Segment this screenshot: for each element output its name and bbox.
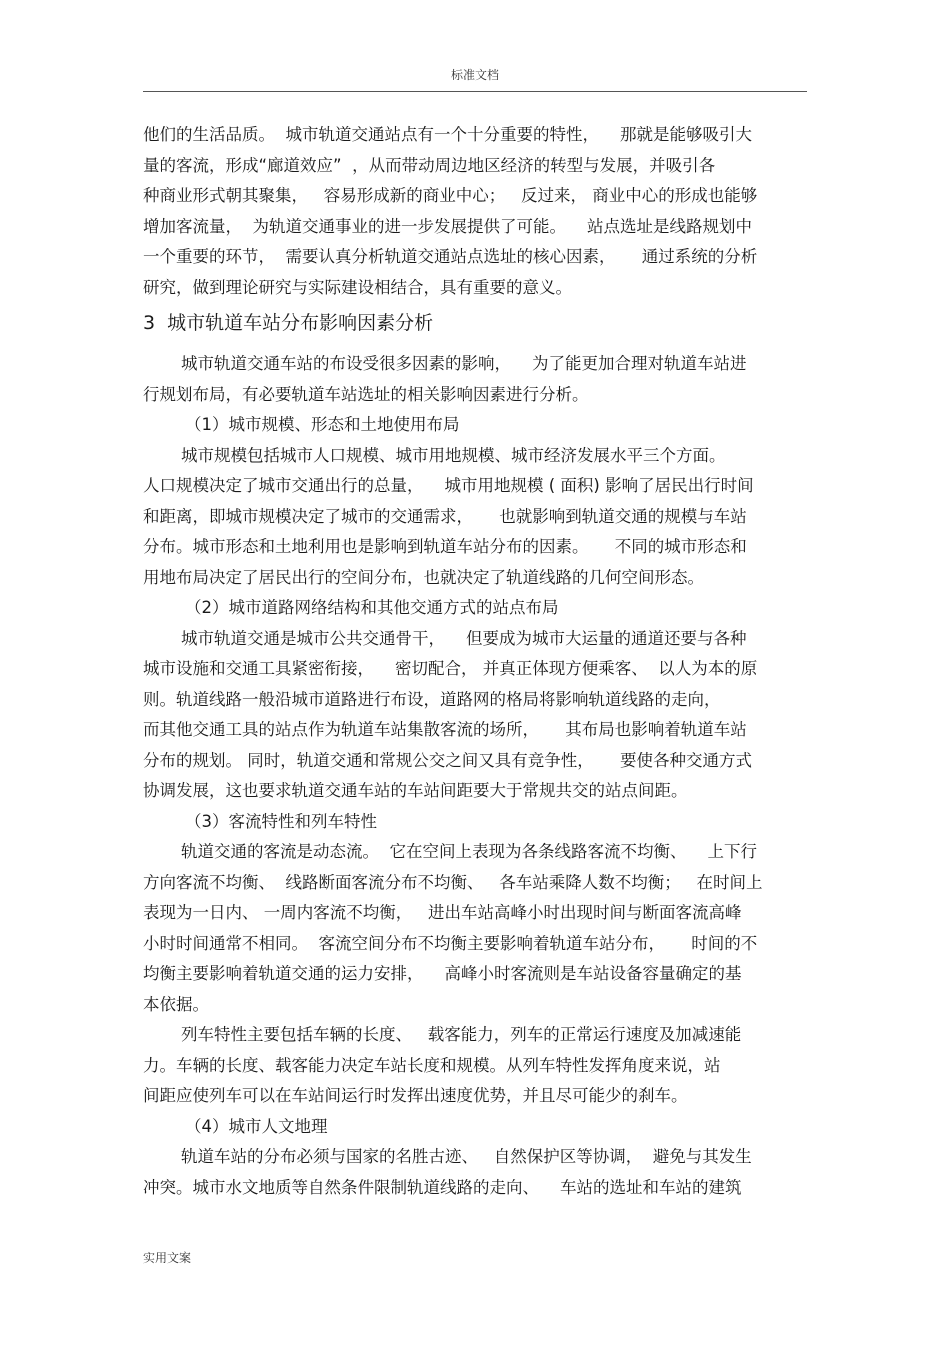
text-line: 他们的生活品质。 城市轨道交通站点有一个十分重要的特性， 那就是能够吸引大 — [143, 125, 752, 144]
document-body — [143, 120, 807, 1203]
text-line: 用地布局决定了居民出行的空间分布，也就决定了轨道线路的几何空间形态。 — [143, 567, 704, 587]
text-line: 轨道车站的分布必须与国家的名胜古迹、 自然保护区等协调， 避免与其发生 — [181, 1147, 752, 1166]
text-line: 一个重要的环节， 需要认真分析轨道交通站点选址的核心因素， 通过系统的分析 — [143, 247, 758, 266]
text-line: 人口规模决定了城市交通出行的总量， 城市用地规模 ( 面积) 影响了居民出行时间 — [143, 476, 754, 495]
text-line: 行规划布局，有必要轨道车站选址的相关影响因素进行分析。 — [143, 384, 589, 404]
text-line: 城市设施和交通工具紧密衔接， 密切配合， 并真正体现方便乘客、 以人为本的原 — [143, 659, 758, 678]
text-line: 均衡主要影响着轨道交通的运力安排， 高峰小时客流则是车站设备容量确定的基 — [143, 964, 742, 983]
page-header: 标准文档 — [450, 68, 499, 82]
text-line: 种商业形式朝其聚集， 容易形成新的商业中心； 反过来， 商业中心的形成也能够 — [143, 186, 758, 205]
text-line: 列车特性主要包括车辆的长度、 载客能力，列车的正常运行速度及加减速能 — [181, 1025, 742, 1044]
subsection-title: （2）城市道路网络结构和其他交通方式的站点布局 — [185, 598, 559, 617]
section-heading: 3 城市轨道车站分布影响因素分析 — [143, 312, 434, 334]
page-footer: 实用文案 — [143, 1251, 192, 1265]
text-line: 间距应使列车可以在车站间运行时发挥出速度优势，并且尽可能少的刹车。 — [143, 1086, 688, 1105]
text-line: 力。车辆的长度、载客能力决定车站长度和规模。从列车特性发挥角度来说，站 — [143, 1055, 721, 1075]
text-line: 冲突。城市水文地质等自然条件限制轨道线路的走向、 车站的选址和车站的建筑 — [143, 1177, 742, 1197]
subsection-title: （1）城市规模、形态和土地使用布局 — [185, 415, 460, 434]
header-rule — [143, 91, 807, 92]
text-line: 协调发展，这也要求轨道交通车站的车站间距要大于常规共交的站点间距。 — [143, 781, 688, 800]
text-line: 城市规模包括城市人口规模、城市用地规模、城市经济发展水平三个方面。 — [181, 445, 726, 465]
text-line: 小时时间通常不相同。 客流空间分布不均衡主要影响着轨道车站分布， 时间的不 — [143, 933, 758, 953]
text-line: 增加客流量， 为轨道交通事业的进一步发展提供了可能。 站点选址是线路规划中 — [143, 216, 752, 236]
text-line: 分布的规划。 同时，轨道交通和常规公交之间又具有竞争性， 要使各种交通方式 — [143, 750, 752, 770]
text-line: 和距离，即城市规模决定了城市的交通需求， 也就影响到轨道交通的规模与车站 — [143, 506, 747, 526]
text-line: 方向客流不均衡、 线路断面客流分布不均衡、 各车站乘降人数不均衡； 在时间上 — [143, 872, 763, 892]
subsection-title: （3）客流特性和列车特性 — [185, 811, 377, 831]
text-line: 本依据。 — [143, 994, 209, 1014]
text-line: 轨道交通的客流是动态流。 它在空间上表现为各条线路客流不均衡、 上下行 — [181, 842, 757, 861]
text-line: 分布。城市形态和土地利用也是影响到轨道车站分布的因素。 不同的城市形态和 — [143, 537, 747, 556]
text-line: 城市轨道交通车站的布设受很多因素的影响， 为了能更加合理对轨道车站进 — [181, 354, 747, 373]
text-line: 而其他交通工具的站点作为轨道车站集散客流的场所， 其布局也影响着轨道车站 — [143, 720, 747, 739]
subsection-title: （4）城市人文地理 — [185, 1116, 328, 1136]
text-line: 研究，做到理论研究与实际建设相结合，具有重要的意义。 — [143, 277, 572, 297]
text-line: 量的客流，形成“廊道效应” ，从而带动周边地区经济的转型与发展，并吸引各 — [143, 155, 716, 175]
text-line: 则。轨道线路一般沿城市道路进行布设，道路网的格局将影响轨道线路的走向， — [143, 689, 721, 709]
text-line: 表现为一日内、 一周内客流不均衡， 进出车站高峰小时出现时间与断面客流高峰 — [143, 903, 742, 922]
text-line: 城市轨道交通是城市公共交通骨干， 但要成为城市大运量的通道还要与各种 — [181, 628, 747, 648]
